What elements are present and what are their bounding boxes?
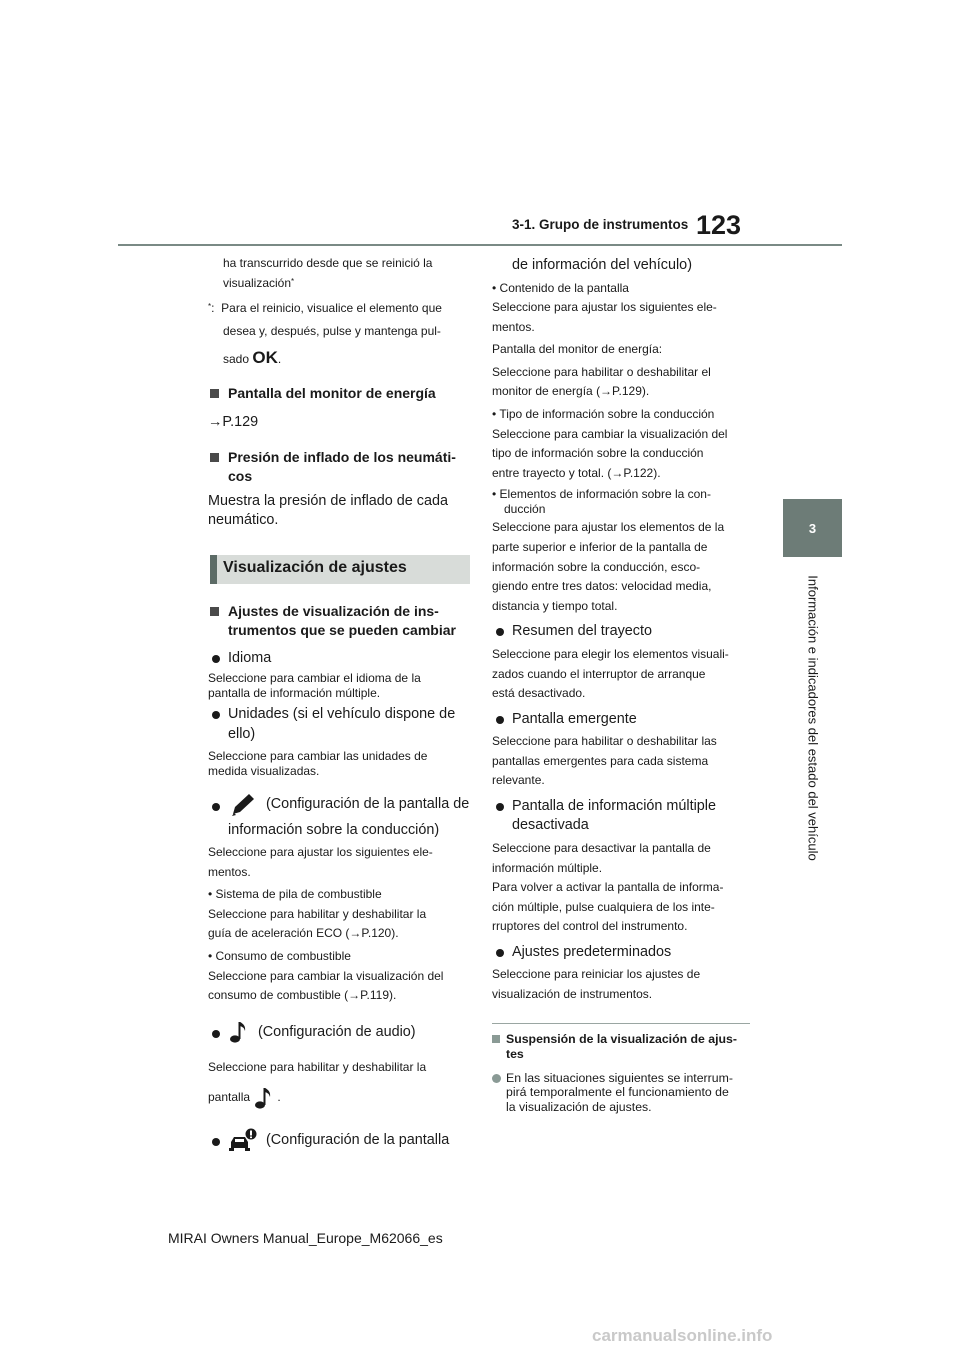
multi-info-off-item (492, 797, 750, 836)
bullet-dot-icon (496, 949, 504, 957)
audio-config-item (208, 1020, 470, 1044)
multi-text-1: Seleccione para desactivar la pantalla de (492, 840, 711, 855)
drive-items-text-2: parte superior e inferior de la pantalla de (492, 540, 708, 555)
note-item (492, 1071, 750, 1115)
drive-type-text-3: entre trayecto y total. (→P.122). (492, 465, 661, 480)
defaults-text-1: Seleccione para reiniciar los ajustes de (492, 967, 701, 982)
popup-text-3: relevante. (492, 773, 545, 788)
square-marker-icon (210, 607, 219, 616)
footnote-line-3 (208, 348, 470, 370)
bullet-dot-icon (212, 711, 220, 719)
footnote (208, 299, 470, 370)
multi-text-5: rruptores del control del instrumento. (492, 919, 688, 934)
music-note-icon (228, 1020, 254, 1044)
multi-title-2: desactivada (512, 817, 589, 834)
drive-items-text-4: giendo entre tres datos: velocidad media, (492, 579, 712, 594)
footnote-period: . (277, 352, 282, 367)
note-text-2: pirá temporalmente el funcionamiento de (506, 1085, 729, 1100)
audio-config-desc (208, 1058, 470, 1111)
intro-line-2-text: visualización (223, 275, 292, 290)
note-rule (492, 1023, 750, 1024)
note-box (492, 1023, 750, 1115)
units-title-1: Unidades (si el vehículo dispone de (228, 706, 456, 723)
music-note-icon (253, 1086, 277, 1110)
trip-summary-item (492, 622, 750, 642)
audio-text-1: Seleccione para habilitar y deshabilitar la (208, 1059, 427, 1074)
audio-config-title: (Configuración de audio) (258, 1023, 416, 1040)
multi-info-off-desc (492, 839, 750, 937)
ok-button-glyph: OK (252, 348, 278, 368)
left-column (208, 254, 470, 1152)
popup-item (492, 710, 750, 730)
bullet-dot-icon (212, 1138, 220, 1146)
intro-line-2 (223, 274, 470, 294)
vehicle-config-item (208, 1128, 470, 1152)
fuelcell-text-1: Seleccione para habilitar y deshabilitar la (208, 906, 427, 921)
drive-type-text-1: Seleccione para cambiar la visualización del (492, 426, 728, 441)
settings-banner-title: Visualización de ajustes (223, 558, 407, 576)
bullet-dot-icon (492, 1074, 501, 1083)
energy-text-1: Seleccione para habilitar o deshabilitar el (492, 364, 711, 379)
settings-heading-line-1: Ajustes de visualización de ins- (228, 602, 439, 619)
popup-desc (492, 732, 750, 791)
drive-items-bullet (492, 487, 750, 516)
note-heading-1: Suspensión de la visualización de ajus- (506, 1031, 737, 1046)
footnote-ref: * (291, 276, 295, 286)
banner-bar (210, 555, 217, 584)
trip-text-3: está desactivado. (492, 686, 586, 701)
intro-line-1: ha transcurrido desde que se reinició la (223, 256, 433, 270)
energy-label: Pantalla del monitor de energía: (492, 342, 663, 357)
trip-text-1: Seleccione para elegir los elementos visuali- (492, 646, 729, 661)
drive-config-title-1: (Configuración de la pantalla de (266, 796, 470, 813)
idioma-desc (208, 671, 470, 700)
drive-items-bullet-2: ducción (504, 501, 546, 516)
content-bullet: • Contenido de la pantalla (492, 280, 629, 295)
tire-text-line-2: neumático. (208, 512, 279, 529)
drive-text-1: Seleccione para ajustar los siguientes ele- (208, 844, 433, 859)
note-heading (492, 1032, 750, 1063)
footnote-mark: * (208, 302, 212, 312)
settings-heading (208, 602, 470, 641)
popup-text-1: Seleccione para habilitar o deshabilitar las (492, 734, 717, 749)
tire-text-line-1: Muestra la presión de inflado de cada (208, 492, 448, 509)
watermark: carmanualsonline.info (592, 1326, 773, 1345)
footer-doc-id: MIRAI Owners Manual_Europe_M62066_es (168, 1230, 443, 1246)
bullet-dot-icon (496, 803, 504, 811)
tire-pressure-heading (208, 448, 470, 487)
multi-text-4: ción múltiple, pulse cualquiera de los inte- (492, 899, 715, 914)
defaults-item (492, 943, 750, 963)
footnote-line-1-text: Para el reinicio, visualice el elemento que (221, 301, 442, 316)
defaults-title: Ajustes predeterminados (512, 943, 672, 960)
drive-config-title-2: información sobre la conducción) (228, 822, 440, 839)
drive-type-text-2: tipo de información sobre la conducción (492, 446, 704, 461)
bullet-dot-icon (496, 628, 504, 636)
drive-type-bullet: • Tipo de información sobre la conducción (492, 407, 715, 422)
chapter-tab-label-text: Información e indicadores del estado del vehículo (805, 575, 820, 861)
footnote-line-2: desea y, después, pulse y mantenga pul- (223, 323, 441, 338)
units-title-2: ello) (228, 725, 256, 742)
idioma-text-2: pantalla de información múltiple. (208, 685, 381, 700)
chapter-tab-label (783, 566, 842, 870)
content-block (492, 279, 750, 617)
note-text-1: En las situaciones siguientes se interrum- (506, 1070, 733, 1085)
drive-items-bullet-1: • Elementos de información sobre la con- (492, 487, 711, 502)
content-text-1: Seleccione para ajustar los siguientes ele- (492, 300, 717, 315)
note-heading-2: tes (506, 1047, 524, 1062)
vehicle-config-title: (Configuración de la pantalla (266, 1132, 450, 1149)
tire-heading-line-1: Presión de inflado de los neumáti- (228, 448, 456, 465)
vehicle-config-title-cont: de información del vehículo) (512, 257, 692, 273)
audio-text-2 (208, 1086, 470, 1110)
drive-config-item (208, 791, 470, 841)
bullet-dot-icon (212, 655, 220, 663)
multi-text-3: Para volver a activar la pantalla de informa- (492, 880, 724, 895)
idioma-title: Idioma (228, 649, 272, 666)
footnote-colon: : (211, 301, 215, 316)
idioma-item (208, 649, 470, 669)
chapter-tab-number: 3 (783, 499, 842, 557)
settings-heading-line-2: trumentos que se pueden cambiar (228, 622, 456, 639)
drive-items-text-1: Seleccione para ajustar los elementos de la (492, 520, 725, 535)
section-title: 3-1. Grupo de instrumentos (512, 217, 689, 232)
footnote-line-1 (208, 299, 470, 319)
note-text-3: la visualización de ajustes. (506, 1099, 652, 1114)
consumption-text-1: Seleccione para cambiar la visualización del (208, 968, 444, 983)
bullet-dot-icon (212, 803, 220, 811)
energy-monitor-ref[interactable]: →P.129 (208, 414, 259, 431)
bullet-dot-icon (496, 716, 504, 724)
units-text-1: Seleccione para cambiar las unidades de (208, 749, 428, 764)
trip-summary-title: Resumen del trayecto (512, 623, 652, 640)
consumption-bullet: • Consumo de combustible (208, 948, 351, 963)
defaults-text-2: visualización de instrumentos. (492, 987, 653, 1002)
units-desc (208, 749, 470, 778)
units-text-2: medida visualizadas. (208, 763, 320, 778)
energy-monitor-heading-text: Pantalla del monitor de energía (228, 384, 436, 401)
pencil-icon (228, 791, 262, 817)
trip-text-2: zados cuando el interruptor de arranque (492, 666, 706, 681)
square-marker-icon (210, 389, 219, 398)
fuelcell-bullet: • Sistema de pila de combustible (208, 887, 382, 902)
drive-items-text-5: distancia y tiempo total. (492, 598, 618, 613)
energy-text-2: monitor de energía (→P.129). (492, 384, 650, 399)
popup-title: Pantalla emergente (512, 710, 637, 727)
square-marker-icon (210, 453, 219, 462)
square-marker-icon (492, 1035, 500, 1043)
multi-title-1: Pantalla de información múltiple (512, 797, 716, 814)
energy-monitor-heading (208, 384, 470, 404)
footnote-line-3-text: sado (223, 352, 250, 367)
idioma-text-1: Seleccione para cambiar el idioma de la (208, 671, 421, 686)
settings-banner (210, 555, 470, 584)
right-column (492, 256, 750, 1114)
drive-text-2: mentos. (208, 864, 251, 879)
content-text-2: mentos. (492, 319, 535, 334)
drive-config-desc (208, 843, 470, 1006)
consumption-text-2: consumo de combustible (→P.119). (208, 988, 397, 1003)
audio-text-2-text: pantalla (208, 1090, 251, 1105)
header-rule (118, 244, 842, 246)
defaults-desc (492, 965, 750, 1004)
fuelcell-text-2: guía de aceleración ECO (→P.120). (208, 926, 399, 941)
tire-heading-line-2: cos (228, 468, 253, 485)
multi-text-2: información múltiple. (492, 860, 603, 875)
trip-summary-desc (492, 645, 750, 704)
intro-text (208, 254, 470, 293)
popup-text-2: pantallas emergentes para cada sistema (492, 753, 709, 768)
drive-items-text-3: información sobre la conducción, esco- (492, 559, 701, 574)
car-info-icon (228, 1128, 262, 1152)
page-number: 123 (696, 210, 742, 240)
audio-text-period: . (277, 1090, 281, 1105)
bullet-dot-icon (212, 1030, 220, 1038)
units-item (208, 705, 470, 744)
